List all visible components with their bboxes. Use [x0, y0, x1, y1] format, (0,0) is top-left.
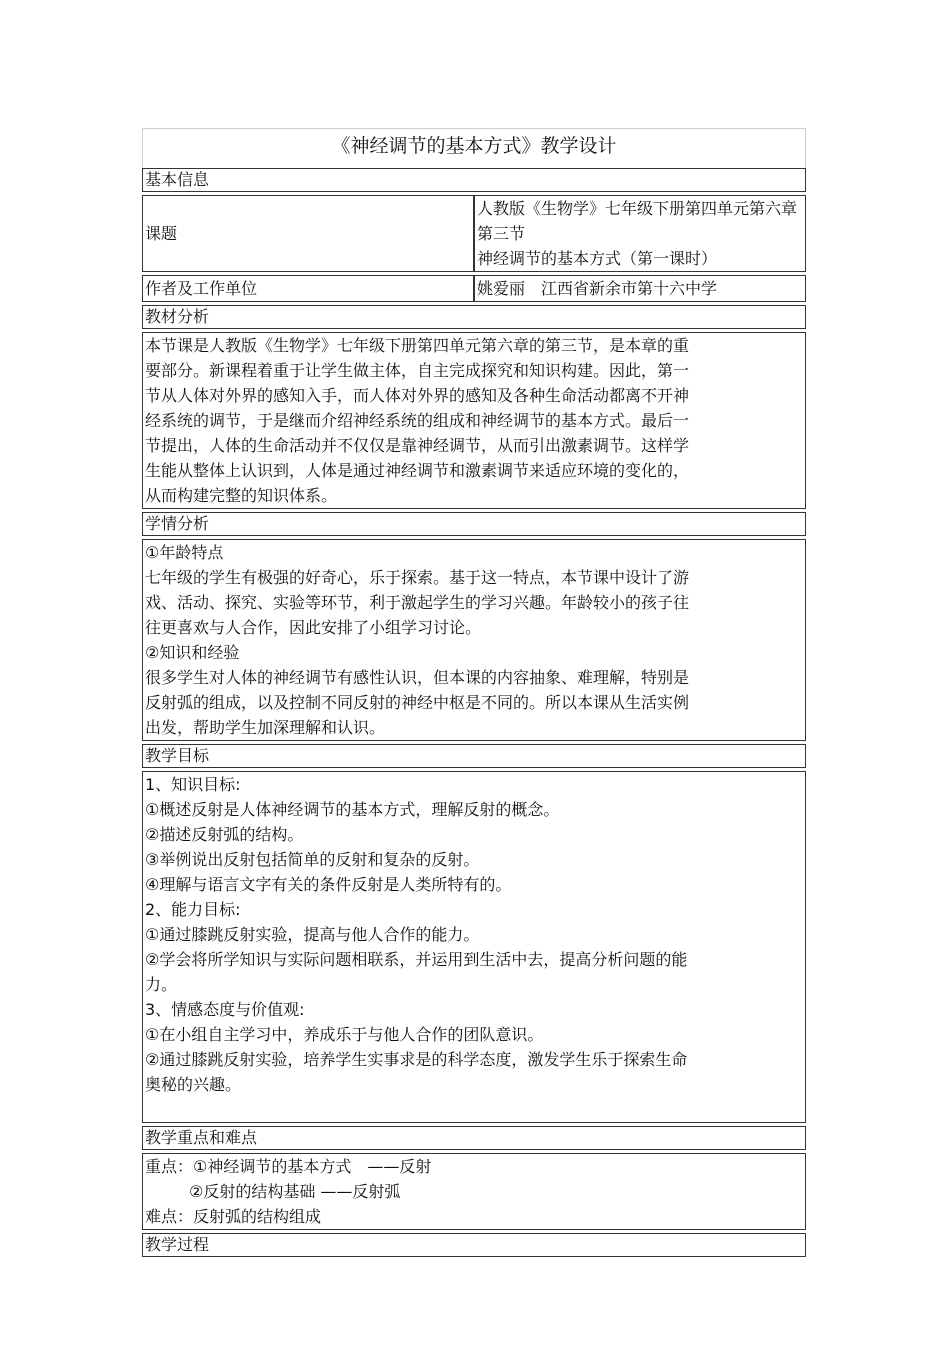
keypoint-line: ②反射的结构基础 ——反射弧 — [189, 1182, 401, 1201]
goals-line: ③举例说出反射包括简单的反射和复杂的反射。 — [145, 850, 480, 869]
goals-line: ①概述反射是人体神经调节的基本方式，理解反射的概念。 — [145, 800, 560, 819]
goals-line: 力。 — [145, 975, 178, 994]
material-line: 生能从整体上认识到，人体是通过神经调节和激素调节来适应环境的变化的， — [145, 461, 690, 480]
material-line: 节从人体对外界的感知入手，而人体对外界的感知及各种生命活动都离不开神 — [145, 386, 690, 405]
author-value: 姚爱丽 江西省新余市第十六中学 — [474, 275, 806, 302]
material-line: 本节课是人教版《生物学》七年级下册第四单元第六章的第三节，是本章的重 — [145, 336, 690, 355]
goals-line: 3、情感态度与价值观: — [145, 1000, 305, 1019]
material-line: 节提出，人体的生命活动并不仅仅是靠神经调节，从而引出激素调节。这样学 — [145, 436, 690, 455]
learners-header: 学情分析 — [142, 512, 806, 536]
design-table — [142, 165, 806, 1260]
topic-line: 人教版《生物学》七年级下册第四单元第六章第三节 — [477, 199, 798, 243]
learners-line: 出发，帮助学生加深理解和认识。 — [145, 718, 386, 737]
learners-line: 戏、活动、探究、实验等环节，利于激起学生的学习兴趣。年龄较小的孩子往 — [145, 593, 690, 612]
topic-line: 神经调节的基本方式（第一课时） — [477, 249, 718, 268]
goals-line: ②学会将所学知识与实际问题相联系，并运用到生活中去，提高分析问题的能 — [145, 950, 688, 969]
goals-line: 奥秘的兴趣。 — [145, 1075, 242, 1094]
goals-line: ④理解与语言文字有关的条件反射是人类所特有的。 — [145, 875, 512, 894]
material-header: 教材分析 — [142, 305, 806, 329]
learners-line: ①年龄特点 — [145, 543, 224, 562]
topic-label: 课题 — [142, 195, 474, 272]
material-line: 从而构建完整的知识体系。 — [145, 486, 338, 505]
keypoints-header: 教学重点和难点 — [142, 1126, 806, 1150]
goals-line: 2、能力目标: — [145, 900, 241, 919]
goals-line: 1、知识目标: — [145, 775, 241, 794]
material-body — [142, 332, 806, 509]
learners-line: 七年级的学生有极强的好奇心，乐于探索。基于这一特点，本节课中设计了游 — [145, 568, 690, 587]
material-line: 要部分。新课程着重于让学生做主体，自主完成探究和知识构建。因此，第一 — [145, 361, 690, 380]
goals-body — [142, 771, 806, 1123]
author-label: 作者及工作单位 — [142, 275, 474, 302]
document-title: 《神经调节的基本方式》教学设计 — [142, 128, 806, 168]
goals-line: ②描述反射弧的结构。 — [145, 825, 304, 844]
keypoints-body — [142, 1153, 806, 1230]
goals-line: ②通过膝跳反射实验，培养学生实事求是的科学态度，激发学生乐于探索生命 — [145, 1050, 688, 1069]
goals-line: ①通过膝跳反射实验，提高与他人合作的能力。 — [145, 925, 480, 944]
basic-info-header: 基本信息 — [142, 168, 806, 192]
keypoint-line: 重点：①神经调节的基本方式 ——反射 — [145, 1157, 432, 1176]
learners-line: 反射弧的组成，以及控制不同反射的神经中枢是不同的。所以本课从生活实例 — [145, 693, 690, 712]
learners-body — [142, 539, 806, 741]
goals-line: ①在小组自主学习中，养成乐于与他人合作的团队意识。 — [145, 1025, 544, 1044]
process-header: 教学过程 — [142, 1233, 806, 1257]
material-line: 经系统的调节，于是继而介绍神经系统的组成和神经调节的基本方式。最后一 — [145, 411, 690, 430]
document — [142, 128, 806, 1260]
goals-header: 教学目标 — [142, 744, 806, 768]
keypoint-line: 难点：反射弧的结构组成 — [145, 1207, 322, 1226]
learners-line: 往更喜欢与人合作，因此安排了小组学习讨论。 — [145, 618, 482, 637]
learners-line: ②知识和经验 — [145, 643, 240, 662]
learners-line: 很多学生对人体的神经调节有感性认识，但本课的内容抽象、难理解，特别是 — [145, 668, 690, 687]
topic-value — [474, 195, 806, 272]
